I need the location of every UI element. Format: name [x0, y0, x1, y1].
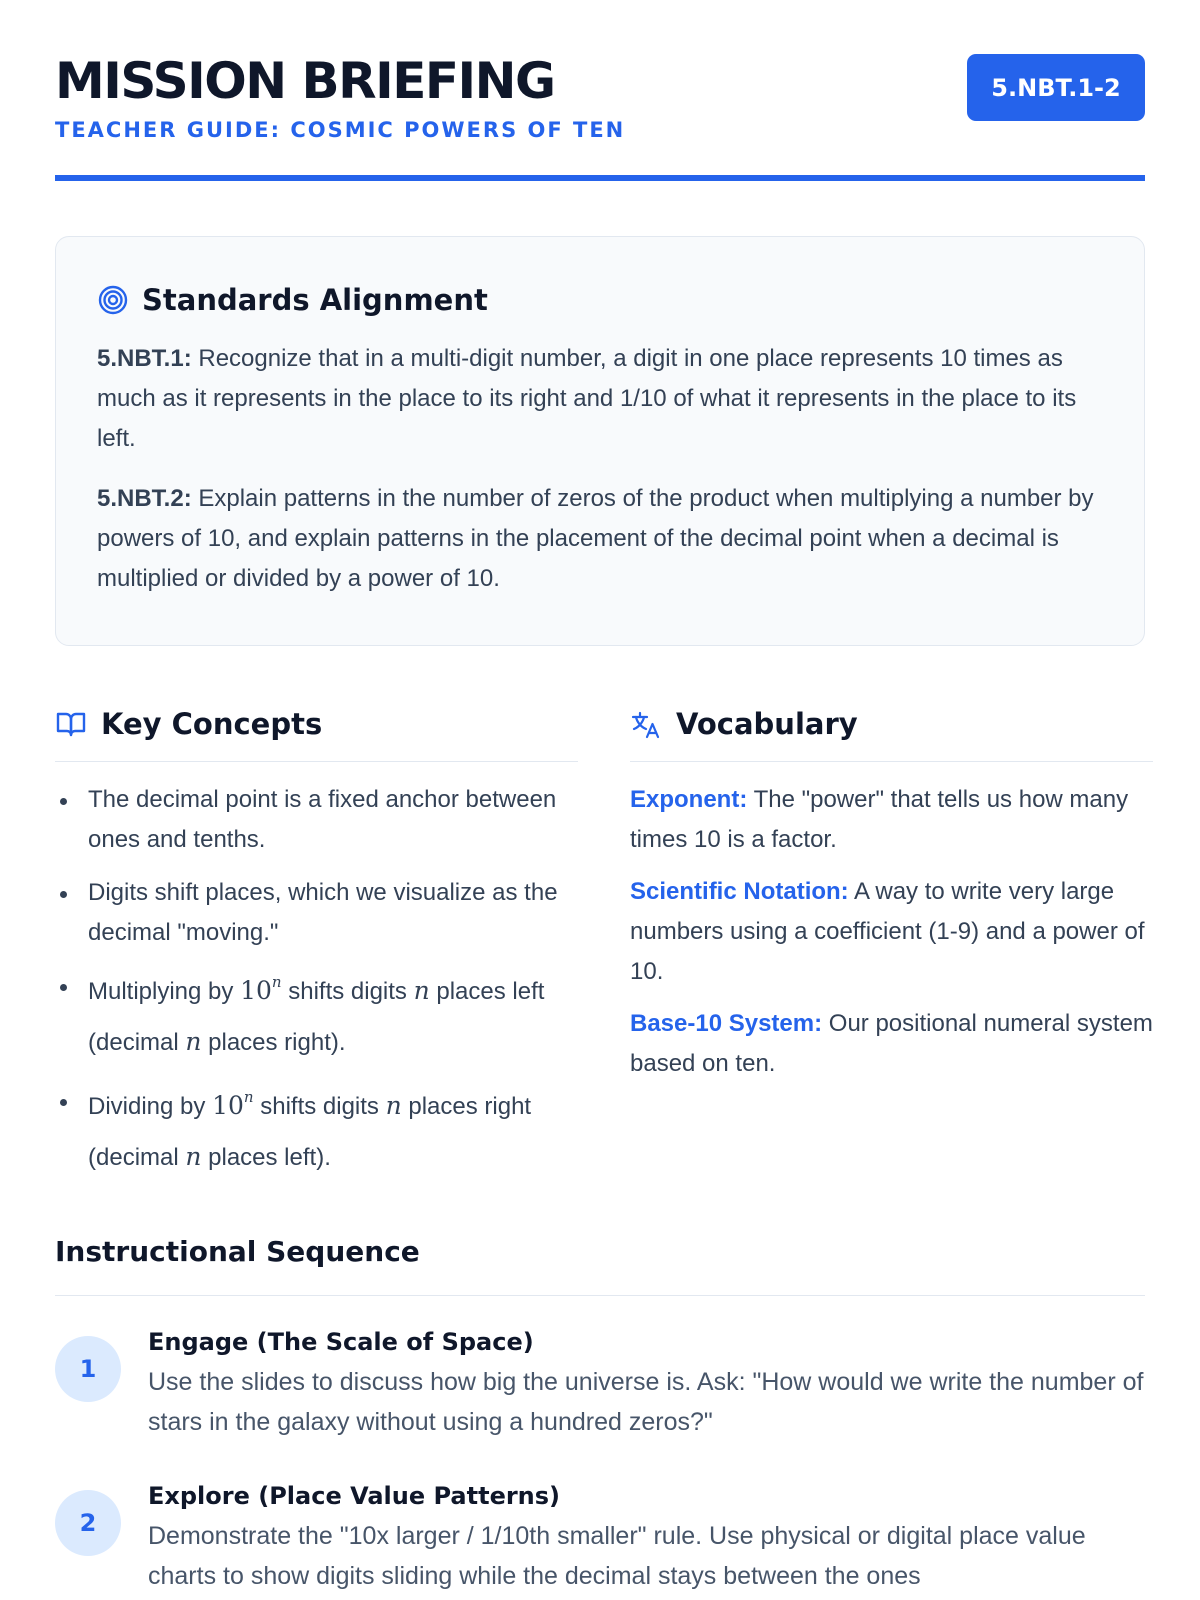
standard-text: Explain patterns in the number of zeros of the product when multiplying a number by powers of 10, and explain patterns in the placement of the decimal point when a decimal is multiplied or divided by a power of 10.: [97, 485, 1094, 592]
step-number-badge: 1: [55, 1336, 121, 1402]
list-item: Digits shift places, which we visualize as the decimal "moving.": [55, 873, 578, 953]
book-open-icon: [55, 708, 87, 740]
math-expression: 10$^n$: [240, 973, 282, 1005]
standards-heading: Standards Alignment: [142, 283, 488, 317]
vocabulary-definition: A way to write very large numbers using a coefficient (1-9) and a power of 10.: [630, 878, 1145, 985]
vocabulary-term: Scientific Notation:: [630, 878, 849, 905]
vocabulary-item: [630, 1004, 1153, 1084]
vocabulary-definition: The "power" that tells us how many times 10 is a factor.: [630, 786, 1129, 853]
standard-item: [97, 479, 1104, 599]
vocabulary-item: [630, 872, 1153, 992]
sequence-heading-row: [55, 1232, 1145, 1296]
standard-code: 5.NBT.1:: [97, 345, 192, 372]
key-concepts-heading: Key Concepts: [101, 706, 323, 741]
target-icon: [97, 284, 129, 316]
page-header: [55, 0, 1145, 180]
list-item: Multiplying by 10$^n$ shifts digits n places left (decimal n places right).: [55, 966, 578, 1068]
standard-text: Recognize that in a multi-digit number, a digit in one place represents 10 times as much as it represents in the place to its right and 1/10 of what it represents in the place to its left.: [97, 345, 1077, 452]
standard-badge: 5.NBT.1-2: [967, 54, 1145, 121]
standards-alignment-box: [55, 236, 1145, 646]
vocabulary-term: Base-10 System:: [630, 1010, 823, 1037]
sequence-heading: Instructional Sequence: [55, 1235, 420, 1268]
step-title: Explore (Place Value Patterns): [148, 1482, 561, 1510]
math-expression: 10$^n$: [212, 1088, 254, 1120]
vocabulary-heading: Vocabulary: [676, 706, 858, 741]
standard-code: 5.NBT.2:: [97, 485, 192, 512]
page-subtitle: TEACHER GUIDE: COSMIC POWERS OF TEN: [55, 118, 626, 142]
page-title: MISSION BRIEFING: [55, 52, 555, 110]
key-concepts-heading-row: [55, 696, 578, 762]
instructional-sequence-section: [55, 1232, 1145, 1596]
step-title: Engage (The Scale of Space): [148, 1328, 534, 1356]
standard-item: [97, 339, 1104, 459]
step-description: Demonstrate the "10x larger / 1/10th smaller" rule. Use physical or digital place value charts to show digits sliding while the decimal stays between the ones: [148, 1522, 1086, 1590]
key-concepts-list: [55, 780, 578, 1183]
key-concepts-section: [55, 696, 578, 1196]
list-item: The decimal point is a fixed anchor between ones and tenths.: [55, 780, 578, 860]
translate-icon: [630, 708, 662, 740]
vocabulary-term: Exponent:: [630, 786, 748, 813]
vocabulary-heading-row: [630, 696, 1153, 762]
header-divider: [55, 175, 1145, 181]
sequence-step: [55, 1322, 1145, 1442]
step-description: Use the slides to discuss how big the universe is. Ask: "How would we write the number of stars in the galaxy without using a hundred zeros?": [148, 1368, 1144, 1436]
standards-heading-row: [97, 275, 1104, 325]
list-item: Dividing by 10$^n$ shifts digits n places right (decimal n places left).: [55, 1081, 578, 1183]
sequence-step: [55, 1476, 1145, 1596]
vocabulary-definition: Our positional numeral system based on ten.: [630, 1010, 1153, 1077]
step-number-badge: 2: [55, 1490, 121, 1556]
vocabulary-section: [630, 696, 1153, 1084]
vocabulary-item: [630, 780, 1153, 860]
